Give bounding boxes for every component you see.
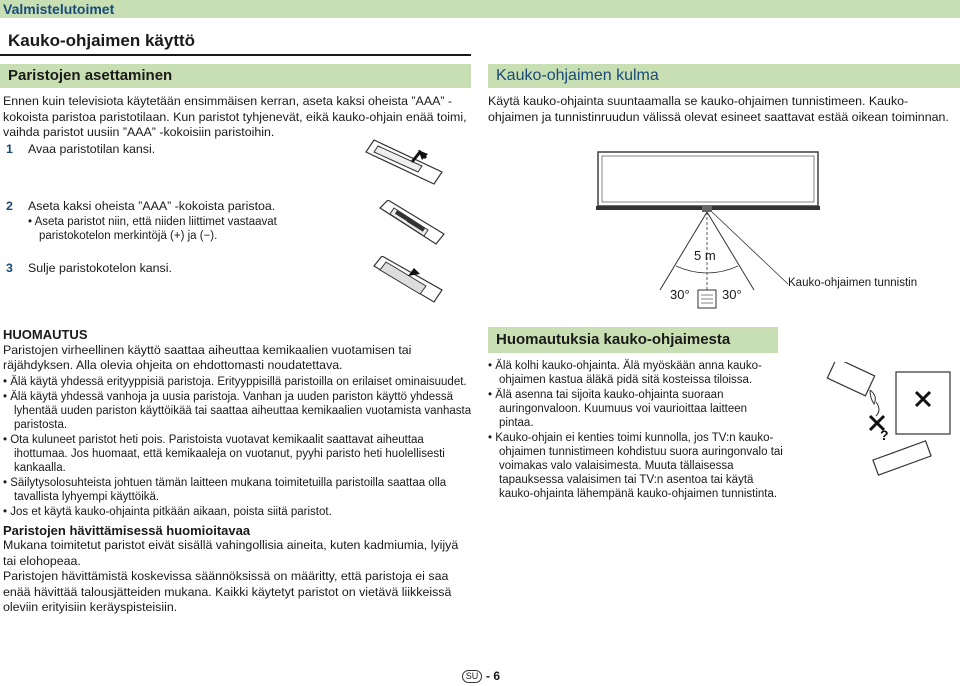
step-2-text: Aseta kaksi oheista ”AAA” -kokoista paristoa. [28,199,276,213]
remote-open-cover-illustration [362,138,448,194]
notes-bullet-3: • Kauko-ohjain ei kenties toimi kunnolla, jos TV:n kauko-ohjaimen tunnistimeen kohdistuu suora auringonvalo tai voimakas valo valaisimesta. Muuta tällaisessa tapauksessa valaisimen tai TV:n asentoa tai käytä kauko-ohjainta lähempänä kauko-ohjaimen tunnistinta. [488,431,784,501]
page-number: - 6 [486,669,501,683]
remote-care-illustration [826,362,956,482]
caution-bullet-2: • Älä käytä yhdessä vanhoja ja uusia paristoja. Vanhan ja uuden pariston käyttö yhdessä lyhentää uuden pariston käyttöikää tai saattaa aiheuttaa kemikaalien vuotamista vanhasta paristosta. [3,390,473,432]
caution-text: Paristojen virheellinen käyttö saattaa aiheuttaa kemikaalien vuotamisen tai räjähdyksen. Alla olevia ohjeita on ehdottomasti noudatettava. [3,342,412,372]
caution-heading: HUOMAUTUS [3,327,88,342]
disposal-text-1: Mukana toimitetut paristot eivät sisällä vahingollisia aineita, kuten kadmiumia, lyijyä tai elohopeaa. [3,538,459,568]
remote-batteries-illustration [378,200,446,248]
batteries-heading: Paristojen asettaminen [0,64,471,88]
angle-left-label: 30° [670,287,690,302]
distance-label: 5 m [694,248,716,263]
step-3-number: 3 [6,261,13,275]
step-2-number: 2 [6,199,13,213]
step-1-text: Avaa paristotilan kansi. [28,142,156,156]
svg-text:?: ? [880,427,889,443]
page-title-block [0,30,471,56]
language-badge: SU [462,670,482,683]
angle-right-label: 30° [722,287,742,302]
remote-close-cover-illustration [372,256,446,308]
section-header-bar [0,0,960,18]
angle-text: Käytä kauko-ohjainta suuntaamalla se kauko-ohjaimen tunnistimeen. Kauko-ohjaimen ja tunnistinruudun välissä olevat esineet saattavat estää oikean toiminnan. [488,94,949,124]
disposal-text-2: Paristojen hävittämistä koskevissa säännöksissä on määritty, että paristoja ei saa enää hävittää talousjätteiden mukana. Kaikki käytetyt paristot on vietävä liikkeissä oleviin erityisiin keräyspisteisiin. [3,569,452,614]
caution-bullet-3: • Ota kuluneet paristot heti pois. Paristoista vuotavat kemikaalit saattavat aiheuttaa ihottumaa. Jos huomaat, että kemikaaleja on vuotanut, pyyhi paristo heti huolellisesti kankaalla. [3,433,473,475]
caution-block [3,327,473,616]
disposal-heading: Paristojen hävittämisessä huomioitavaa [3,522,251,538]
step-3-text: Sulje paristokotelon kansi. [28,261,172,275]
notes-bullet-2: • Älä asenna tai sijoita kauko-ohjainta suoraan auringonvaloon. Kuumuus voi vaurioittaa laitteen pintaa. [488,388,784,430]
sensor-pointer-line [710,210,790,286]
notes-bullet-1: • Älä kolhi kauko-ohjainta. Älä myöskään anna kauko-ohjaimen kastua äläkä pidä sitä kosteissa tiloissa. [488,359,784,387]
batteries-intro: Ennen kuin televisiota käytetään ensimmäisen kerran, aseta kaksi oheista ”AAA” -kokoista paristoa paristotilaan. Kun paristot tyhjenevät, eikä kauko-ohjain enää toimi, vaihda paristot uusiin ”AAA” -kokoisiin paristoihin. [3,94,467,139]
section-label: Valmistelutoimet [3,1,115,17]
caution-bullet-4: • Säilytysolosuhteista johtuen tämän laitteen mukana toimitetuilla paristoilla saattaa olla tavallista lyhyempi käyttöikä. [3,476,473,504]
notes-heading: Huomautuksia kauko-ohjaimesta [488,327,778,353]
caution-bullet-5: • Jos et käytä kauko-ohjainta pitkään aikaan, poista siitä paristot. [3,505,473,519]
step-1-number: 1 [6,142,13,156]
sensor-label: Kauko-ohjaimen tunnistin [788,277,918,289]
caution-bullet-1: • Älä käytä yhdessä erityyppisiä paristoja. Erityyppisillä paristoilla on erilaiset ominaisuudet. [3,375,473,389]
angle-heading: Kauko-ohjaimen kulma [488,64,960,88]
step-2-bullet: • Aseta paristot niin, että niiden liittimet vastaavat paristokotelon merkintöjä (+) ja (−). [28,215,328,243]
page-title: Kauko-ohjaimen käyttö [8,31,196,50]
title-rule [0,54,471,56]
notes-list [488,358,784,501]
